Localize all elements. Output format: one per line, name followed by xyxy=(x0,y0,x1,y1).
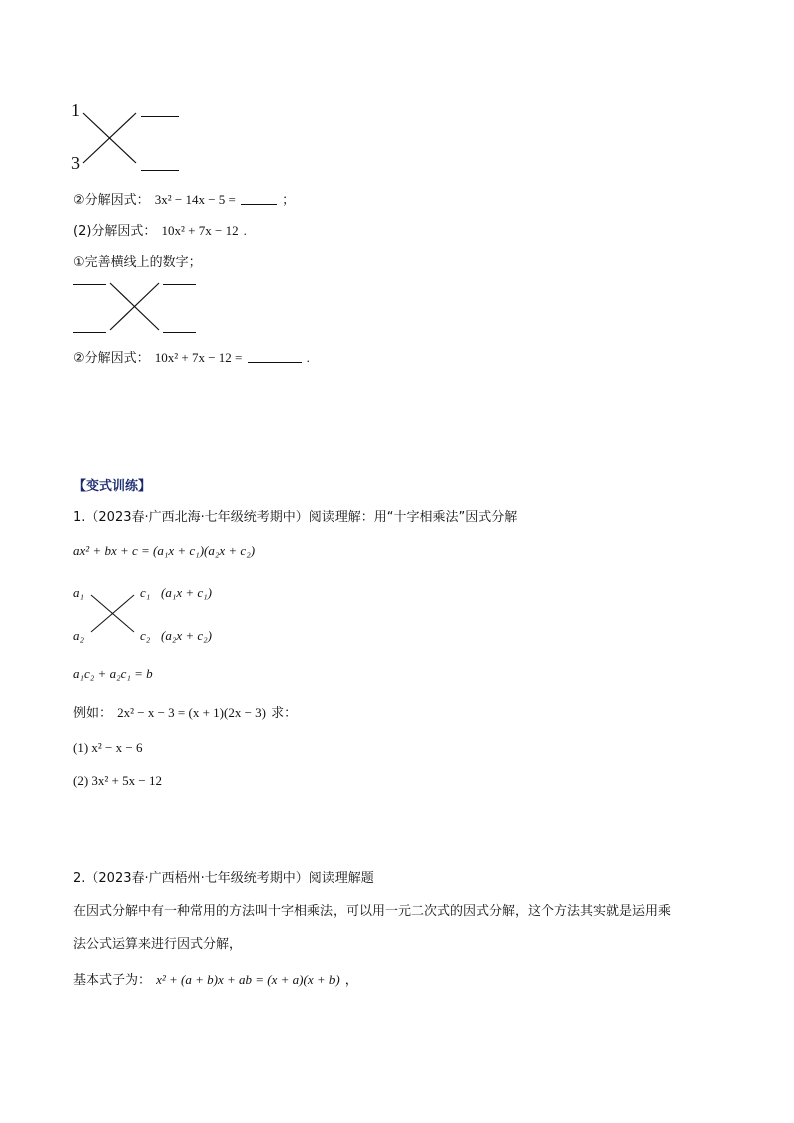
variant-q1-sub1: (1) x² − x − 6 xyxy=(73,740,143,755)
variant-q2-line1: 在因式分解中有一种常用的方法叫十字相乘法，可以用一元二次式的因式分解，这个方法其实就是运用乘 xyxy=(73,904,672,919)
variant-q1-intro: 1.（2023春·广西北海·七年级统考期中）阅读理解：用“十字相乘法”因式分解 xyxy=(73,510,518,525)
q2-intro-label: (2)分解因式： xyxy=(73,224,157,239)
variant-q2-basic xyxy=(73,969,358,988)
q2-part2-label: ②分解因式： xyxy=(73,351,150,366)
diagram1-top-left: 1 xyxy=(71,100,80,120)
variant-q2-basic-expr: x² + (a + b)x + ab = (x + a)(x + b) xyxy=(156,972,340,987)
q1-part2-end: ； xyxy=(282,193,296,208)
variant-q2-basic-label: 基本式子为： xyxy=(73,973,152,988)
diagram3-c2: c₂ xyxy=(140,628,151,643)
diagram3-a2: a₂ xyxy=(73,628,85,643)
q1-part2-label: ②分解因式： xyxy=(73,193,150,208)
diagram3-factor2: (a₂x + c₂) xyxy=(161,628,213,643)
variant-heading: 【变式训练】 xyxy=(73,479,152,494)
q2-part2-end: . xyxy=(306,350,310,365)
q1-part2-expr: 3x² − 14x − 5 = xyxy=(154,192,236,207)
variant-q1-example-end: 求： xyxy=(271,706,298,721)
diagram3-a1: a₁ xyxy=(73,585,85,600)
variant-q1-sub2: (2) 3x² + 5x − 12 xyxy=(73,773,162,788)
variant-q2-line2: 法公式运算来进行因式分解， xyxy=(73,937,243,952)
diagram3-c1: c₁ xyxy=(140,585,151,600)
q2-part2-expr: 10x² + 7x − 12 = xyxy=(154,350,243,365)
variant-q2-intro: 2.（2023春·广西梧州·七年级统考期中）阅读理解题 xyxy=(73,871,374,886)
diagram3-factor1: (a₁x + c₁) xyxy=(161,585,213,600)
q2-part1-text: ①完善横线上的数字； xyxy=(73,255,202,270)
variant-q2-basic-end: ， xyxy=(344,973,358,988)
diagram1-bottom-left: 3 xyxy=(71,153,80,173)
q2-intro-expr: 10x² + 7x − 12 xyxy=(161,223,239,238)
variant-q1-relation: a₁c₂ + a₂c₁ = b xyxy=(73,666,153,681)
variant-q1-example-label: 例如： xyxy=(73,706,113,721)
q2-intro-end: . xyxy=(243,223,247,238)
variant-q1-example xyxy=(73,702,297,721)
variant-q1-formula: ax² + bx + c = (a₁x + c₁)(a₂x + c₂) xyxy=(73,543,256,558)
variant-q1-example-expr: 2x² − x − 3 = (x + 1)(2x − 3) xyxy=(117,705,266,720)
